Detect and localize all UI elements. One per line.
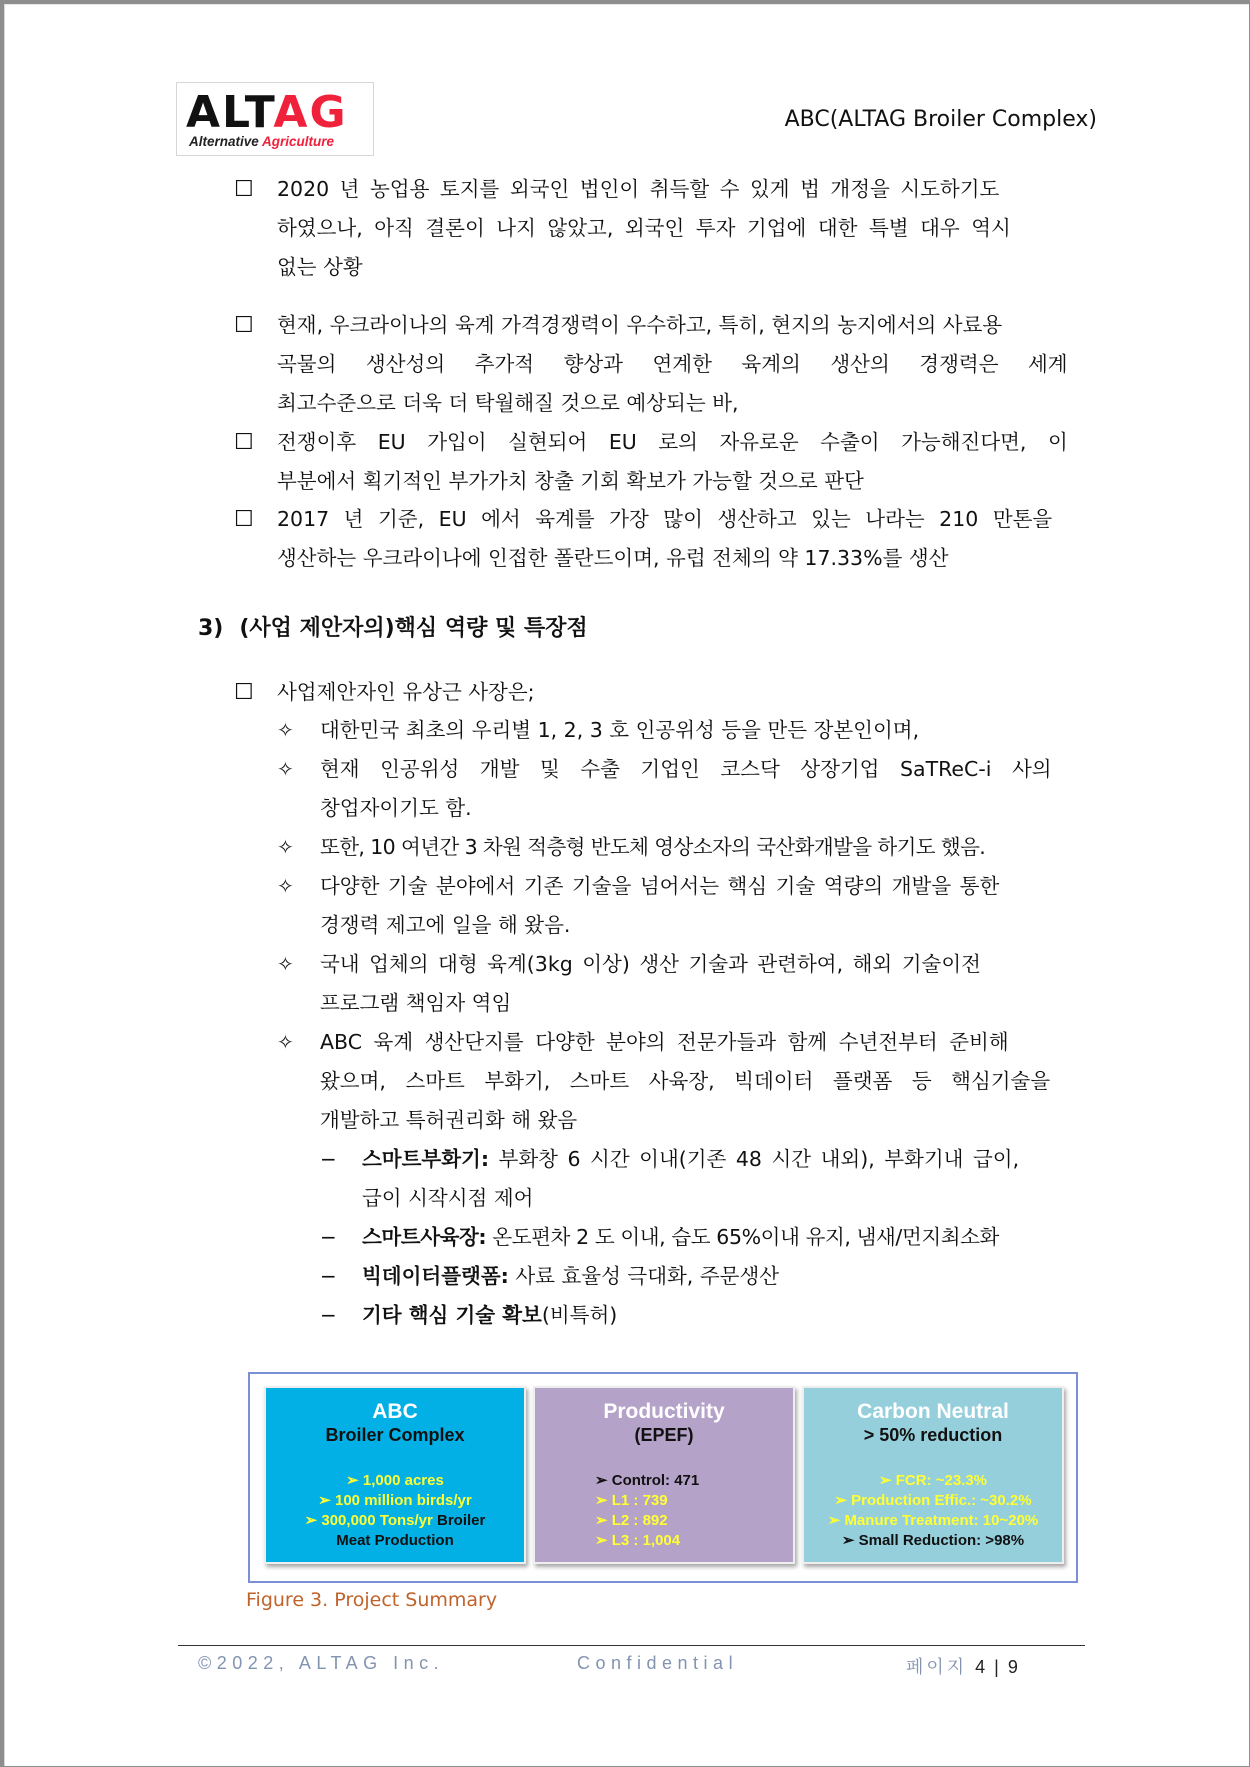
bullet-item: 현재, 우크라이나의 육계 가격경쟁력이 우수하고, 특히, 현지의 농지에서의 사료용 곡물의 생산성의 추가적 향상과 연계한 육계의 생산의 경쟁력은 세계 최고수준으로 더욱 더 탁월해질 것으로 예상되는 바,	[277, 313, 1068, 415]
diamond-bullet-icon: ✧	[277, 874, 294, 898]
figure-caption: Figure 3. Project Summary	[246, 1589, 498, 1611]
proposer-item: 다양한 기술 분야에서 기존 기술을 넘어서는 핵심 기술 역량의 개발을 통한 경쟁력 제고에 일을 해 왔음.	[320, 874, 1000, 937]
proposer-item: 대한민국 최초의 우리별 1, 2, 3 호 인공위성 등을 만든 장본인이며,	[320, 718, 920, 742]
proposer-item: 국내 업체의 대형 육계(3kg 이상) 생산 기술과 관련하여, 해외 기술이전 프로그램 책임자 역임	[320, 952, 981, 1015]
tech-item: 스마트부화기: 부화창 6 시간 이내(기존 48 시간 내외), 부화기내 급이, 급이 시작시점 제어	[362, 1147, 1020, 1210]
footer-divider	[178, 1645, 1085, 1646]
carbon-neutral-list: ➢ FCR: ~23.3% ➢ Production Effic.: ~30.2% ➢ Manure Treatment: 10~20% ➢ Small Reduction: >98%	[827, 1472, 1039, 1549]
diamond-bullet-icon: ✧	[277, 1030, 294, 1054]
checkbox-bullet-icon: ☐	[234, 507, 254, 532]
tech-item: 스마트사육장: 온도편차 2 도 이내, 습도 65%이내 유지, 냄새/먼지최소화	[362, 1225, 999, 1249]
document-title: ABC(ALTAG Broiler Complex)	[784, 107, 1097, 132]
broiler-complex-box: ABC Broiler Complex ➢ 1,000 acres ➢ 100 million birds/yr ➢ 300,000 Tons/yr Broiler Meat Production	[264, 1386, 526, 1564]
footer-copyright: ©2022, ALTAG Inc.	[198, 1653, 445, 1673]
diamond-bullet-icon: ✧	[277, 952, 294, 976]
checkbox-bullet-icon: ☐	[234, 313, 254, 338]
logo-wordmark: ALTAG	[186, 87, 348, 138]
broiler-complex-list: ➢ 1,000 acres ➢ 100 million birds/yr ➢ 300,000 Tons/yr Broiler Meat Production	[304, 1472, 486, 1549]
altag-logo	[176, 82, 374, 156]
section-heading: 3) (사업 제안자의)핵심 역량 및 특장점	[198, 616, 588, 641]
diamond-bullet-icon: ✧	[277, 718, 294, 742]
tech-item: 빅데이터플랫폼: 사료 효율성 극대화, 주문생산	[362, 1264, 780, 1288]
bullet-item: 2017 년 기준, EU 에서 육계를 가장 많이 생산하고 있는 나라는 210 만톤을 생산하는 우크라이나에 인접한 폴란드이며, 유럽 전체의 약 17.33%를 생산	[277, 507, 1053, 570]
checkbox-bullet-icon: ☐	[234, 680, 254, 705]
proposer-item: ABC 육계 생산단지를 다양한 분야의 전문가들과 함께 수년전부터 준비해 왔으며, 스마트 부화기, 스마트 사육장, 빅데이터 플랫폼 등 핵심기술을 개발하고 특허권리화 해 왔음	[320, 1030, 1051, 1132]
tech-item: 기타 핵심 기술 확보(비특허)	[362, 1303, 618, 1327]
logo-tagline: Alternative Agriculture	[189, 134, 335, 149]
dash-bullet-icon: −	[320, 1264, 337, 1288]
proposer-intro: 사업제안자인 유상근 사장은;	[277, 680, 535, 704]
bullet-item: 전쟁이후 EU 가입이 실현되어 EU 로의 자유로운 수출이 가능해진다면, 이 부분에서 획기적인 부가가치 창출 기회 확보가 가능할 것으로 판단	[277, 430, 1068, 493]
carbon-neutral-box: Carbon Neutral > 50% reduction ➢ FCR: ~23.3% ➢ Production Effic.: ~30.2% ➢ Manure Treatment: 10~20% ➢ Small Reduction: >98%	[802, 1386, 1064, 1564]
dash-bullet-icon: −	[320, 1303, 337, 1327]
checkbox-bullet-icon: ☐	[234, 430, 254, 455]
checkbox-bullet-icon: ☐	[234, 177, 254, 202]
footer-page-number: 페이지 4 | 9	[906, 1657, 1020, 1677]
footer-confidential: Confidential	[577, 1653, 739, 1673]
productivity-list: ➢ Control: 471 ➢ L1 : 739 ➢ L2 : 892 ➢ L3 : 1,004	[595, 1472, 700, 1549]
diamond-bullet-icon: ✧	[277, 835, 294, 859]
project-summary-figure	[248, 1372, 1078, 1583]
dash-bullet-icon: −	[320, 1147, 337, 1171]
dash-bullet-icon: −	[320, 1225, 337, 1249]
productivity-box: Productivity (EPEF) ➢ Control: 471 ➢ L1 : 739 ➢ L2 : 892 ➢ L3 : 1,004	[533, 1386, 795, 1564]
diamond-bullet-icon: ✧	[277, 757, 294, 781]
document-page	[4, 4, 1249, 1766]
bullet-item: 2020 년 농업용 토지를 외국인 법인이 취득할 수 있게 법 개정을 시도하기도 하였으나, 아직 결론이 나지 않았고, 외국인 투자 기업에 대한 특별 대우 역시 없는 상황	[277, 177, 1011, 279]
proposer-item: 또한, 10 여년간 3 차원 적층형 반도체 영상소자의 국산화개발을 하기도 했음.	[320, 835, 986, 859]
proposer-item: 현재 인공위성 개발 및 수출 기업인 코스닥 상장기업 SaTReC-i 사의 창업자이기도 함.	[320, 757, 1052, 820]
